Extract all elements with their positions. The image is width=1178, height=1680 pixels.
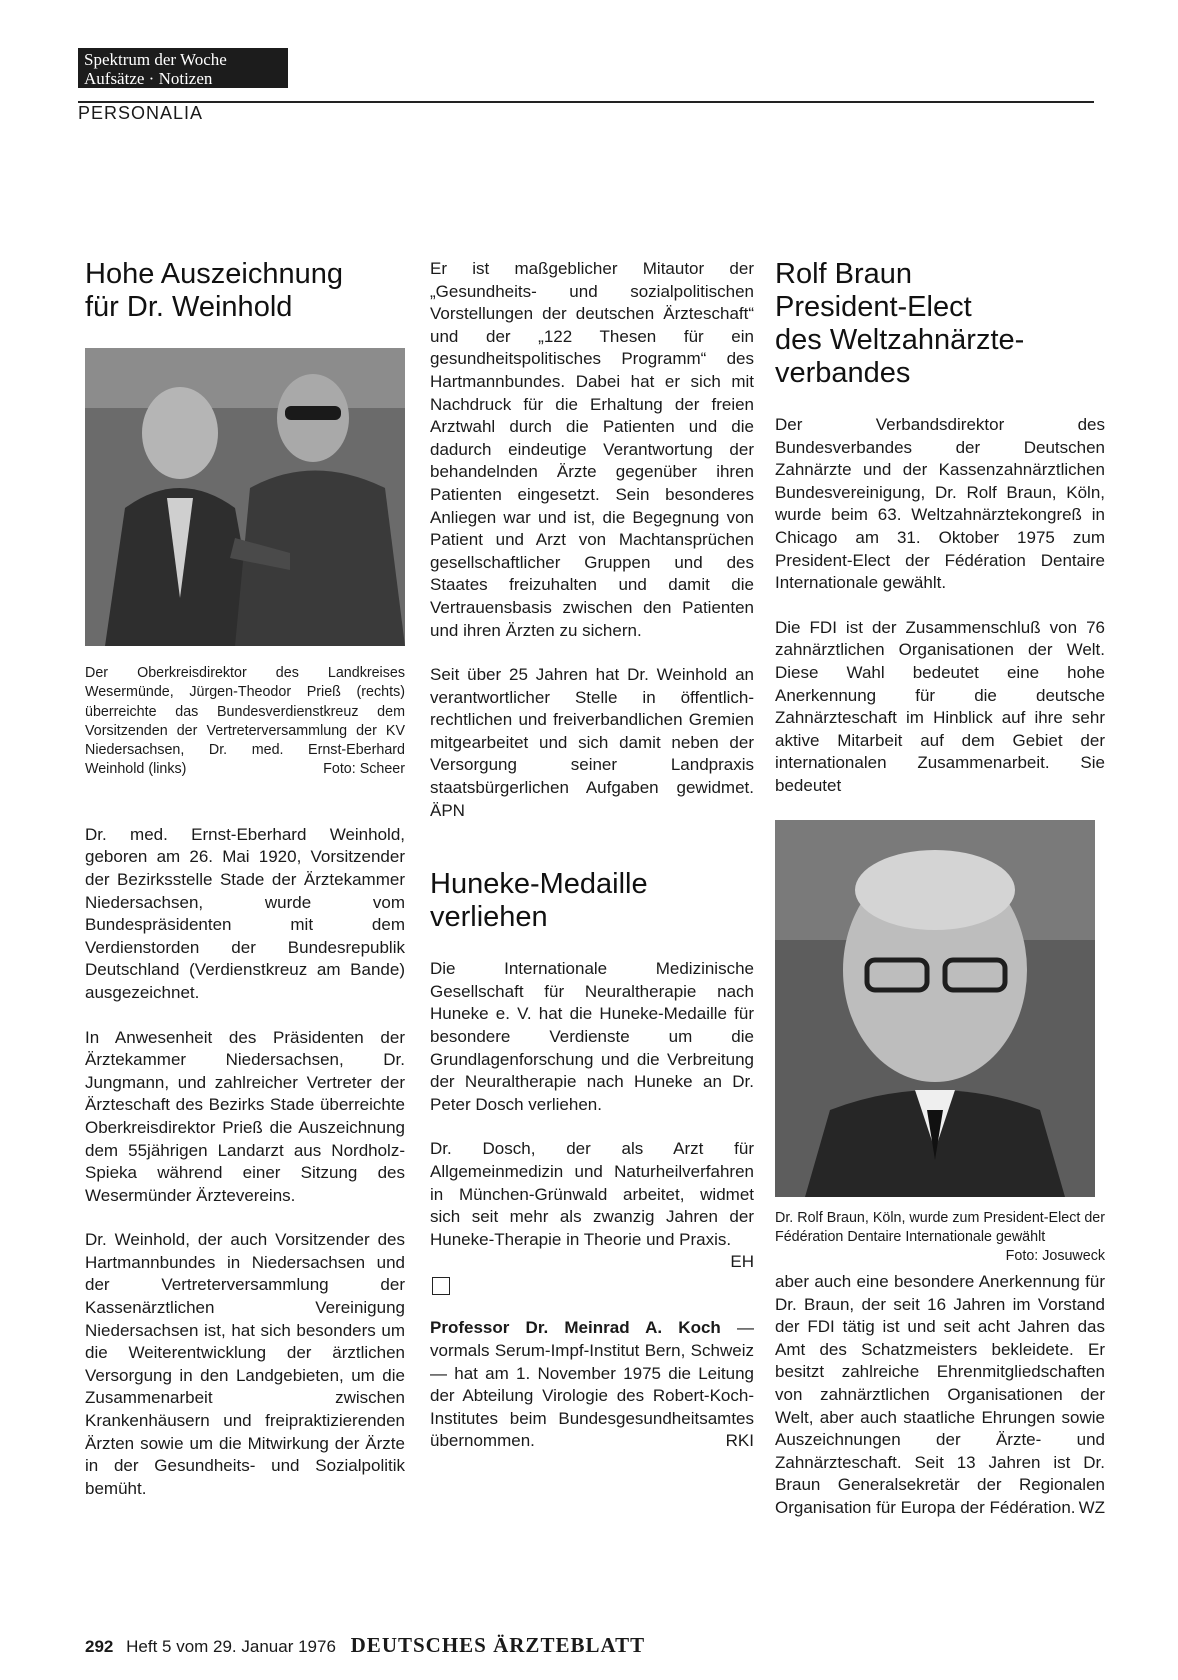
title-line: President-Elect: [775, 291, 972, 323]
article-weinhold-paragraph: [430, 664, 754, 822]
rubric: PERSONALIA: [78, 103, 204, 123]
column-3: [775, 258, 1105, 1542]
author-signature: RKI: [725, 1431, 754, 1451]
photo-caption-braun: [775, 1209, 1105, 1265]
article-braun-title: [775, 258, 1105, 390]
photo-rolf-braun: [775, 820, 1095, 1197]
article-braun-paragraph: Die FDI ist der Zusammenschluß von 76 zahnärztlichen Organisationen der Welt. Diese Wahl bedeutet eine hohe Anerkennung für die deutsche Zahnärzteschaft im Hinblick auf ihre sehr aktive Mitarbeit auf dem Gebiet der internationalen Zusammenarbeit. Sie bedeutet: [775, 617, 1105, 795]
photo-caption-weinhold: [85, 664, 405, 780]
article-braun-paragraph: [775, 1271, 1105, 1520]
person-name: Professor Dr. Meinrad A. Koch: [430, 1318, 721, 1338]
title-line: Rolf Braun: [775, 258, 913, 290]
author-signature: EH: [730, 1252, 754, 1272]
title-line: Hohe Auszeichnung: [85, 258, 343, 290]
page-footer: [85, 1633, 645, 1658]
paragraph-text: Dr. Dosch, der als Arzt für Allgemeinmedizin und Naturheilverfahren in München-Grünwald arbeitet, widmet sich seit mehr als zwanzig Jahren der Huneke-Therapie in Theorie und Praxis.: [430, 1139, 754, 1249]
article-braun-paragraph: Der Verbandsdirektor des Bundesverbandes der Deutschen Zahnärzte und der Kassenzahnärztlichen Bundesvereinigung, Dr. Rolf Braun, Köln, wurde beim 63. Weltzahnärztekongreß in Chicago am 31. Oktober 1975 zum President-Elect der Fédération Dentaire Internationale gewählt.: [775, 415, 1105, 593]
title-line: Huneke-Medaille: [430, 868, 648, 901]
issue-info: Heft 5 vom 29. Januar 1976: [126, 1637, 336, 1656]
author-signature: ÄPN: [430, 800, 465, 820]
article-weinhold-paragraph: Dr. med. Ernst-Eberhard Weinhold, geboren am 26. Mai 1920, Vorsitzender der Bezirksstelle Stade der Ärztekammer Niedersachsen, wurde vom Bundespräsidenten mit dem Verdienstorden der Bundesrepublik Deutschland (Verdienstkreuz am Bande) ausgezeichnet.: [85, 824, 405, 1002]
page-number: 292: [85, 1637, 114, 1656]
title-line: für Dr. Weinhold: [85, 291, 293, 323]
section-badge-line1: Spektrum der Woche: [84, 50, 227, 69]
photo-credit: Foto: Scheer: [323, 761, 405, 778]
paragraph-text: — vormals Serum-Impf-Institut Bern, Schweiz — hat am 1. November 1975 die Leitung der Abteilung Virologie des Robert-Koch-Institutes beim Bundesgesundheitsamtes übernommen.: [430, 1318, 754, 1451]
caption-text: Der Oberkreisdirektor des Landkreises Wesermünde, Jürgen-Theodor Prieß (rechts) überreichte das Bundesverdienstkreuz dem Vorsitzenden der Vertreterversammlung der KV Niedersachsen, Dr. med. Ernst-Eberhard Weinhold (links): [85, 665, 405, 778]
photo-rolf-braun-image: [775, 820, 1095, 1197]
article-huneke-title: [430, 868, 754, 934]
paragraph-text: aber auch eine besondere Anerkennung für Dr. Braun, der seit 16 Jahren im Vorstand der FDI tätig ist und seit acht Jahren das Amt des Schatzmeisters bekleidete. Er besitzt zahlreiche Ehrenmitgliedschaften von zahnärztlichen Organisationen der Welt, aber auch staatliche Ehrungen sowie Auszeichnungen der Ärzte- und Zahnärzteschaft. Seit 13 Jahren ist Dr. Braun Generalsekretär der Regionalen Organisation für Europa der Fédération.: [775, 1272, 1105, 1518]
article-koch-paragraph: [430, 1317, 754, 1453]
article-weinhold-paragraph: In Anwesenheit des Präsidenten der Ärztekammer Niedersachsen, Dr. Jungmann, und zahlreicher Vertreter der Ärzteschaft des Bezirks Stade überreichte Oberkreisdirektor Prieß die Auszeichnung dem 55jährigen Landarzt aus Nordholz-Spieka während einer Sitzung des Wesermünder Ärztevereins.: [85, 1027, 405, 1205]
section-badge-line2: Aufsätze · Notizen: [84, 69, 213, 88]
article-weinhold-paragraph: Dr. Weinhold, der auch Vorsitzender des Hartmannbundes in Niedersachsen und der Vertreterversammlung der Kassenärztlichen Vereinigung Niedersachsen ist, hat sich besonders um die Weiterentwicklung der ärztlichen Versorgung in den Landgebieten, um die Zusammenarbeit zwischen Krankenhäusern und freipraktizierenden Ärzten sowie um die Mitwirkung der Ärzte in der Gesundheits- und Sozialpolitik bemüht.: [85, 1230, 405, 1498]
article-weinhold-title: [85, 258, 405, 324]
article-huneke-paragraph: Die Internationale Medizinische Gesellschaft für Neuraltherapie nach Huneke e. V. hat die Huneke-Medaille für besondere Verdienste um die Grundlagenforschung und die Verbreitung der Neuraltherapie nach Huneke an Dr. Peter Dosch verliehen.: [430, 959, 754, 1114]
author-signature: WZ: [1078, 1498, 1105, 1518]
photo-award-ceremony-image: [85, 348, 405, 646]
title-line: verbandes: [775, 357, 911, 389]
column-2: [430, 258, 754, 1475]
separator-box: [432, 1277, 450, 1295]
photo-credit: Foto: Josuweck: [1005, 1248, 1105, 1265]
paragraph-text: Seit über 25 Jahren hat Dr. Weinhold an verantwortlicher Stelle in öffentlich-rechtlichen und freiverbandlichen Gremien mitgearbeitet und sich damit neben der Versorgung seiner Landpraxis staatsbürgerlichen Aufgaben gewidmet.: [430, 665, 754, 798]
section-badge: [78, 48, 288, 88]
caption-text: Dr. Rolf Braun, Köln, wurde zum President-Elect der Fédération Dentaire Internationale gewählt: [775, 1209, 1105, 1245]
column-1: [85, 258, 405, 1522]
article-huneke-paragraph: [430, 1138, 754, 1272]
title-line: des Weltzahnärzte-: [775, 324, 1025, 356]
photo-award-ceremony: [85, 348, 405, 646]
top-rule: [78, 101, 1094, 103]
journal-name: DEUTSCHES ÄRZTEBLATT: [350, 1633, 646, 1657]
article-weinhold-paragraph: Er ist maßgeblicher Mitautor der „Gesundheits- und sozialpolitischen Vorstellungen der deutschen Ärzteschaft“ und der „122 Thesen für ein gesundheitspolitisches Programm“ des Hartmannbundes. Dabei hat er sich mit Nachdruck für die Erhaltung der freien Arztwahl durch die Patienten und die dadurch eindeutige Verantwortung der behandelnden Ärzte gegenüber ihren Patienten eingesetzt. Sein besonderes Anliegen war und ist, die Begegnung von Patient und Arzt von Machtansprüchen gesellschaftlicher Gruppen und des Staates freizuhalten und damit die Vertrauensbasis zwischen den Patienten und ihren Ärzten zu sichern.: [430, 259, 754, 640]
title-line: verliehen: [430, 901, 548, 934]
